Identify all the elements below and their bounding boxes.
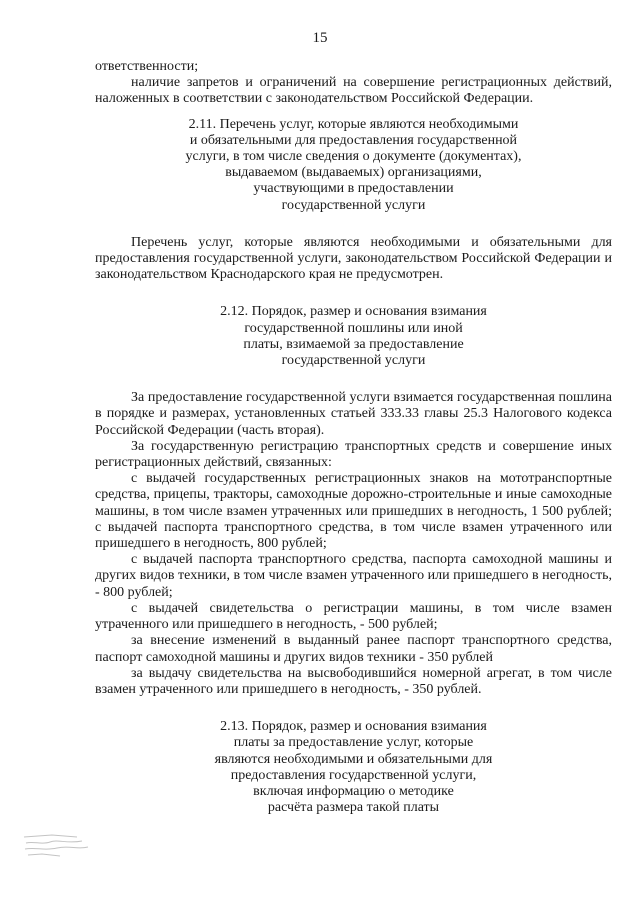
page-number: 15 [312, 30, 328, 46]
heading-line: платы за предоставление услуг, которые [233, 735, 474, 751]
heading-line: государственной услуги [281, 353, 426, 369]
paragraph: наличие запретов и ограничений на совершение регистрационных действий, наложенных в соответствии с законодательством Российской Федерации. [95, 75, 612, 107]
heading-line: 2.12. Порядок, размер и основания взимания [220, 304, 487, 320]
heading-line: государственной пошлины или иной [244, 320, 463, 336]
heading-line: выдаваемом (выдаваемых) организациями, [225, 165, 482, 181]
heading-line: государственной услуги [281, 197, 426, 213]
heading-line: и обязательными для предоставления государственной [189, 132, 518, 148]
paragraph: За государственную регистрацию транспортных средств и совершение иных регистрационных действий, связанных: [95, 438, 612, 471]
paragraph: с выдачей паспорта транспортного средства, паспорта самоходной машины и других видов техники, в том числе взамен утраченного или пришедшего в негодность, - 800 рублей; [95, 552, 612, 600]
heading-line: участвующими в предоставлении [253, 181, 454, 197]
section-heading-2-11 [95, 117, 612, 214]
heading-line: услуги, в том числе сведения о документе (документах), [185, 149, 522, 165]
heading-line: предоставления государственной услуги, [230, 767, 477, 783]
heading-line: 2.11. Перечень услуг, которые являются необходимыми [188, 116, 519, 132]
heading-line: 2.13. Порядок, размер и основания взимания [220, 719, 487, 735]
paragraph: за внесение изменений в выданный ранее паспорт транспортного средства, паспорт самоходной машины и других видов техники - 350 рублей [95, 633, 612, 665]
section-heading-2-13 [95, 719, 612, 816]
heading-line: платы, взимаемой за предоставление [243, 336, 464, 352]
paragraph: За предоставление государственной услуги взимается государственная пошлина в порядке и размерах, установленных статьей 333.33 главы 25.3 Налогового кодекса Российской Федерации (часть вторая). [95, 390, 612, 438]
paragraph: за выдачу свидетельства на высвободившийся номерной агрегат, в том числе взамен утраченного или пришедшего в негодность, - 350 рублей. [95, 665, 612, 697]
paragraph: Перечень услуг, которые являются необходимыми и обязательными для предоставления государственной услуги, законодательством Российской Федерации и законодательством Краснодарского края не предусмотрен. [95, 234, 612, 283]
paragraph: с выдачей свидетельства о регистрации машины, в том числе взамен утраченного или пришедшего в негодность, - 500 рублей; [95, 600, 612, 633]
heading-line: являются необходимыми и обязательными для [214, 751, 493, 767]
page-content [95, 59, 612, 816]
heading-line: включая информацию о методике [253, 783, 454, 799]
continued-text: ответственности; [95, 59, 199, 74]
scan-stamp-mark [22, 831, 92, 861]
paragraph: с выдачей государственных регистрационных знаков на мототранспортные средства, прицепы, тракторы, самоходные дорожно-строительные и иные самоходные машины, в том числе взамен утраченных или пришедших в негодность, 1 500 рублей; с выдачей паспорта транспортного средства, в том числе взамен утраченного или пришедшего в негодность, 800 рублей; [95, 471, 612, 552]
section-heading-2-12 [95, 304, 612, 369]
heading-line: расчёта размера такой платы [267, 800, 440, 816]
